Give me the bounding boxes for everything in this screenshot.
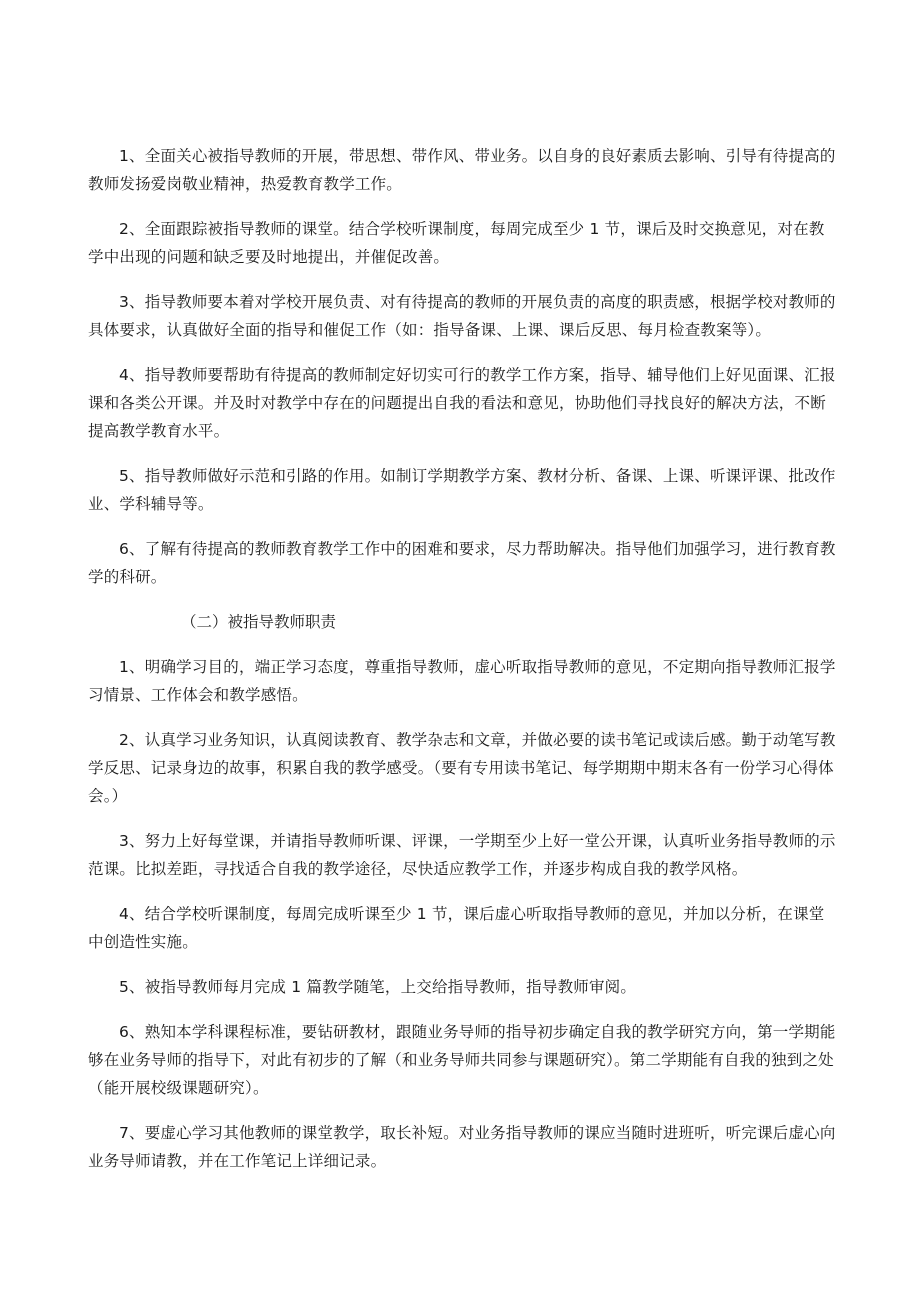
section-heading-mentee-duties: （二）被指导教师职责 xyxy=(181,613,337,631)
mentee-duty-6: 6、熟知本学科课程标准，要钻研教材，跟随业务导师的指导初步确定自我的教学研究方向，第一学期能够在业务导师的指导下，对此有初步的了解（和业务导师共同参与课题研究）。第二学期能有自我的独到之处（能开展校级课题研究）。 xyxy=(88,1023,836,1097)
mentee-duty-5: 5、被指导教师每月完成 1 篇教学随笔，上交给指导教师，指导教师审阅。 xyxy=(119,978,637,996)
mentor-duty-4: 4、指导教师要帮助有待提高的教师制定好切实可行的教学工作方案，指导、辅导他们上好见面课、汇报课和各类公开课。并及时对教学中存在的问题提出自我的看法和意见，协助他们寻找良好的解决方法，不断提高教学教育水平。 xyxy=(88,366,836,440)
document-body xyxy=(88,142,836,1192)
mentor-duty-2: 2、全面跟踪被指导教师的课堂。结合学校听课制度，每周完成至少 1 节，课后及时交换意见，对在教学中出现的问题和缺乏要及时地提出，并催促改善。 xyxy=(88,220,825,266)
mentee-duty-7: 7、要虚心学习其他教师的课堂教学，取长补短。对业务指导教师的课应当随时进班听，听完课后虚心向业务导师请教，并在工作笔记上详细记录。 xyxy=(88,1124,836,1170)
mentee-duty-4: 4、结合学校听课制度，每周完成听课至少 1 节，课后虚心听取指导教师的意见，并加以分析，在课堂中创造性实施。 xyxy=(88,905,825,951)
mentee-duty-3: 3、努力上好每堂课，并请指导教师听课、评课，一学期至少上好一堂公开课，认真听业务指导教师的示范课。比拟差距，寻找适合自我的教学途径，尽快适应教学工作，并逐步构成自我的教学风格。 xyxy=(88,832,836,878)
mentor-duty-5: 5、指导教师做好示范和引路的作用。如制订学期教学方案、教材分析、备课、上课、听课评课、批改作业、学科辅导等。 xyxy=(88,467,836,513)
mentee-duty-2: 2、认真学习业务知识，认真阅读教育、教学杂志和文章，并做必要的读书笔记或读后感。勤于动笔写教学反思、记录身边的故事，积累自我的教学感受。（要有专用读书笔记、每学期期中期末各有一份学习心得体会。） xyxy=(88,731,836,805)
mentor-duty-6: 6、了解有待提高的教师教育教学工作中的困难和要求，尽力帮助解决。指导他们加强学习，进行教育教学的科研。 xyxy=(88,540,836,586)
mentor-duty-3: 3、指导教师要本着对学校开展负责、对有待提高的教师的开展负责的高度的职责感，根据学校对教师的具体要求，认真做好全面的指导和催促工作（如：指导备课、上课、课后反思、每月检查教案等）。 xyxy=(88,293,836,339)
mentee-duty-1: 1、明确学习目的，端正学习态度，尊重指导教师，虚心听取指导教师的意见，不定期向指导教师汇报学习情景、工作体会和教学感悟。 xyxy=(88,658,836,704)
mentor-duty-1: 1、全面关心被指导教师的开展，带思想、带作风、带业务。以自身的良好素质去影响、引导有待提高的教师发扬爱岗敬业精神，热爱教育教学工作。 xyxy=(88,147,836,193)
